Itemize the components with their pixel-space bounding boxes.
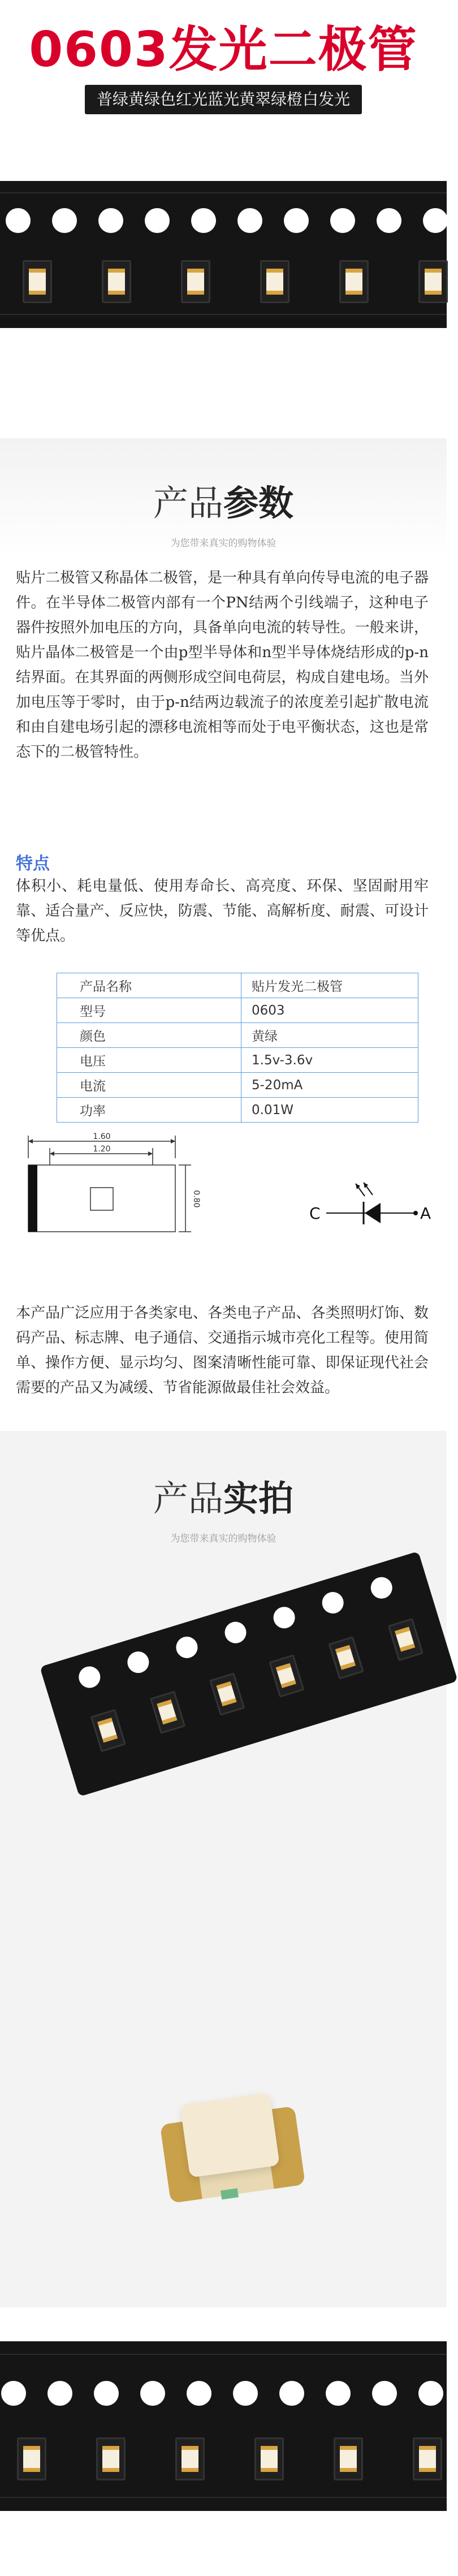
anode-label: A	[420, 1204, 431, 1223]
table-row	[57, 1073, 418, 1098]
dimension-drawing	[11, 1131, 201, 1239]
led-tape-photo-bottom	[0, 2341, 447, 2511]
table-cell-label: 颜色	[57, 1023, 241, 1048]
table-cell-value: 黄绿	[241, 1023, 418, 1048]
features-paragraph: 体积小、耗电量低、使用寿命长、高亮度、环保、坚固耐用牢靠、适合量产、反应快，防震、节能、高解析度、耐震、可设计等优点。	[16, 878, 429, 944]
features-title: 特点	[16, 854, 50, 874]
table-cell-label: 电流	[57, 1073, 241, 1098]
diode-symbol	[308, 1173, 433, 1236]
dim-inner-label: 1.20	[93, 1145, 111, 1154]
photo-section-subtitle: 为您带来真实的购物体验	[170, 1533, 276, 1544]
table-cell-label: 型号	[57, 998, 241, 1023]
spec-table	[57, 973, 418, 1123]
dim-height-label: 0.80	[192, 1190, 201, 1208]
table-cell-label: 功率	[57, 1098, 241, 1123]
params-section-title	[0, 475, 447, 525]
params-section-subtitle: 为您带来真实的购物体验	[170, 538, 276, 549]
table-cell-value: 5-20mA	[241, 1073, 418, 1098]
table-cell-value: 贴片发光二极管	[241, 973, 418, 998]
intro-paragraph: 贴片二极管又称晶体二极管，是一种具有单向传导电流的电子器件。在半导体二极管内部有一个PN结两个引线端子，这种电子器件按照外加电压的方向，具备单向电流的转导性。一般来讲，贴片晶体二极管是一个由p型半导体和n型半导体烧结形成的p-n结界面。在其界面的两侧形成空间电荷层，构成自建电场。当外加电压等于零时，由于p-n结两边载流子的浓度差引起扩散电流和由自建电场引起的漂移电流相等而处于电平衡状态，这也是常态下的二极管特性。	[16, 569, 429, 761]
photo-title-bold: 实拍	[223, 1478, 294, 1519]
subtitle-banner: 普绿黄绿色红光蓝光黄翠绿橙白发光	[85, 85, 362, 114]
table-row	[57, 1048, 418, 1073]
table-cell-label: 产品名称	[57, 973, 241, 998]
params-title-bold: 参数	[223, 482, 294, 524]
application-paragraph: 本产品广泛应用于各类家电、各类电子产品、各类照明灯饰、数码产品、标志牌、电子通信、交通指示城市亮化工程等。使用简单、操作方便、显示均匀、图案清晰性能可靠、即保证现代社会需要的产品又为减缓、节省能源做最佳社会效益。	[16, 1305, 429, 1396]
photo-section-title	[0, 1470, 447, 1521]
table-row	[57, 1023, 418, 1048]
params-title-light: 产品	[153, 482, 223, 524]
table-cell-label: 电压	[57, 1048, 241, 1073]
table-row	[57, 1098, 418, 1123]
dim-length-label: 1.60	[93, 1132, 111, 1141]
table-cell-value: 0.01W	[241, 1098, 418, 1123]
table-row	[57, 973, 418, 998]
table-cell-value: 1.5v-3.6v	[241, 1048, 418, 1073]
table-cell-value: 0603	[241, 998, 418, 1023]
cathode-label: C	[309, 1204, 321, 1223]
table-row	[57, 998, 418, 1023]
cathode-mark	[28, 1165, 37, 1232]
photo-title-light: 产品	[153, 1478, 223, 1519]
led-tape-photo-top	[0, 181, 447, 328]
page-title: 0603发光二极管	[29, 21, 418, 78]
led-closeup-photo	[157, 2083, 306, 2214]
